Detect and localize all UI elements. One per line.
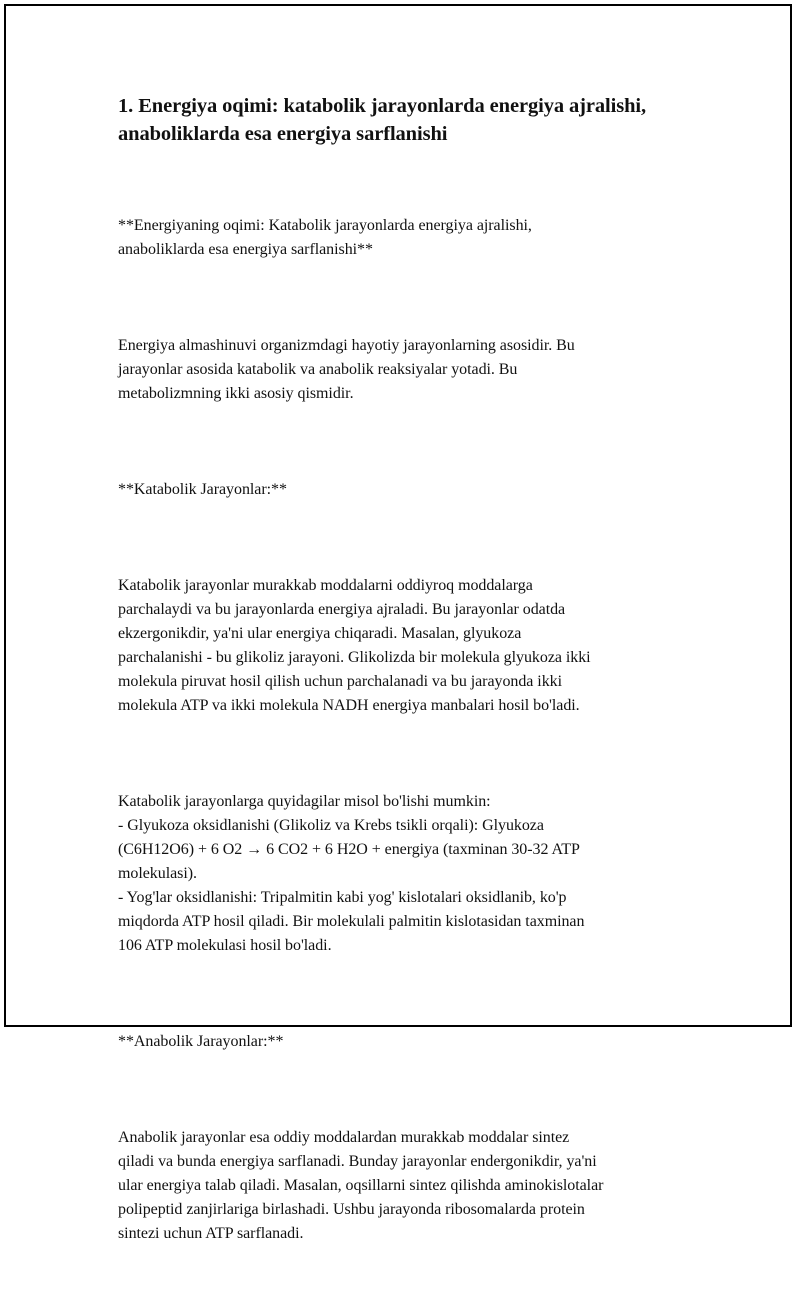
paragraph-anabolic-heading: **Anabolik Jarayonlar:** [118, 1033, 284, 1050]
paragraph-anabolic-description: Anabolik jarayonlar esa oddiy moddalardan murakkab moddalar sintez qiladi va bunda energiya sarflanadi. Bunday jarayonlar endergonikdir, ya'ni ular energiya talab qiladi. Masalan, oqsillarni sintez qilishda aminokislotalar polipeptid zanjirlariga birlashadi. Ushbu jarayonda ribosomalarda protein sintezi uchun ATP sarflanadi. [118, 1129, 604, 1242]
paragraph-catabolic-description: Katabolik jarayonlar murakkab moddalarni oddiyroq moddalarga parchalaydi va bu jarayonlarda energiya ajraladi. Bu jarayonlar odatda ekzergonikdir, ya'ni ular energiya chiqaradi. Masalan, glyukoza parchalanishi - bu glikoliz jarayoni. Glikolizda bir molekula glyukoza ikki molekula piruvat hosil qilish uchun parchalanadi va bu jarayonda ikki molekula ATP va ikki molekula NADH energiya manbalari hosil bo'ladi. [118, 577, 591, 714]
document-body [118, 166, 688, 1294]
document-content [118, 92, 688, 1294]
document-heading: 1. Energiya oqimi: katabolik jarayonlarda energiya ajralishi, anaboliklarda esa energiya sarflanishi [118, 95, 647, 145]
paragraph-catabolic-heading: **Katabolik Jarayonlar:** [118, 481, 287, 498]
paragraph-intro: Energiya almashinuvi organizmdagi hayotiy jarayonlarning asosidir. Bu jarayonlar asosida katabolik va anabolik reaksiyalar yotadi. Bu metabolizmning ikki asosiy qismidir. [118, 337, 575, 402]
paragraph-catabolic-examples: Katabolik jarayonlarga quyidagilar misol bo'lishi mumkin: - Glyukoza oksidlanishi (Glikoliz va Krebs tsikli orqali): Glyukoza (C6H12O6) + 6 O2 → 6 CO2 + 6 H2O + energiya (taxminan 30-32 ATP molekulasi). - Yog'lar oksidlanishi: Tripalmitin kabi yog' kislotalari oksidlanib, ko'p miqdorda ATP hosil qiladi. Bir molekulali palmitin kislotasidan taxminan 106 ATP molekulasi hosil bo'ladi. [118, 793, 585, 954]
paragraph-title-bold: **Energiyaning oqimi: Katabolik jarayonlarda energiya ajralishi, anaboliklarda esa energiya sarflanishi** [118, 217, 532, 258]
